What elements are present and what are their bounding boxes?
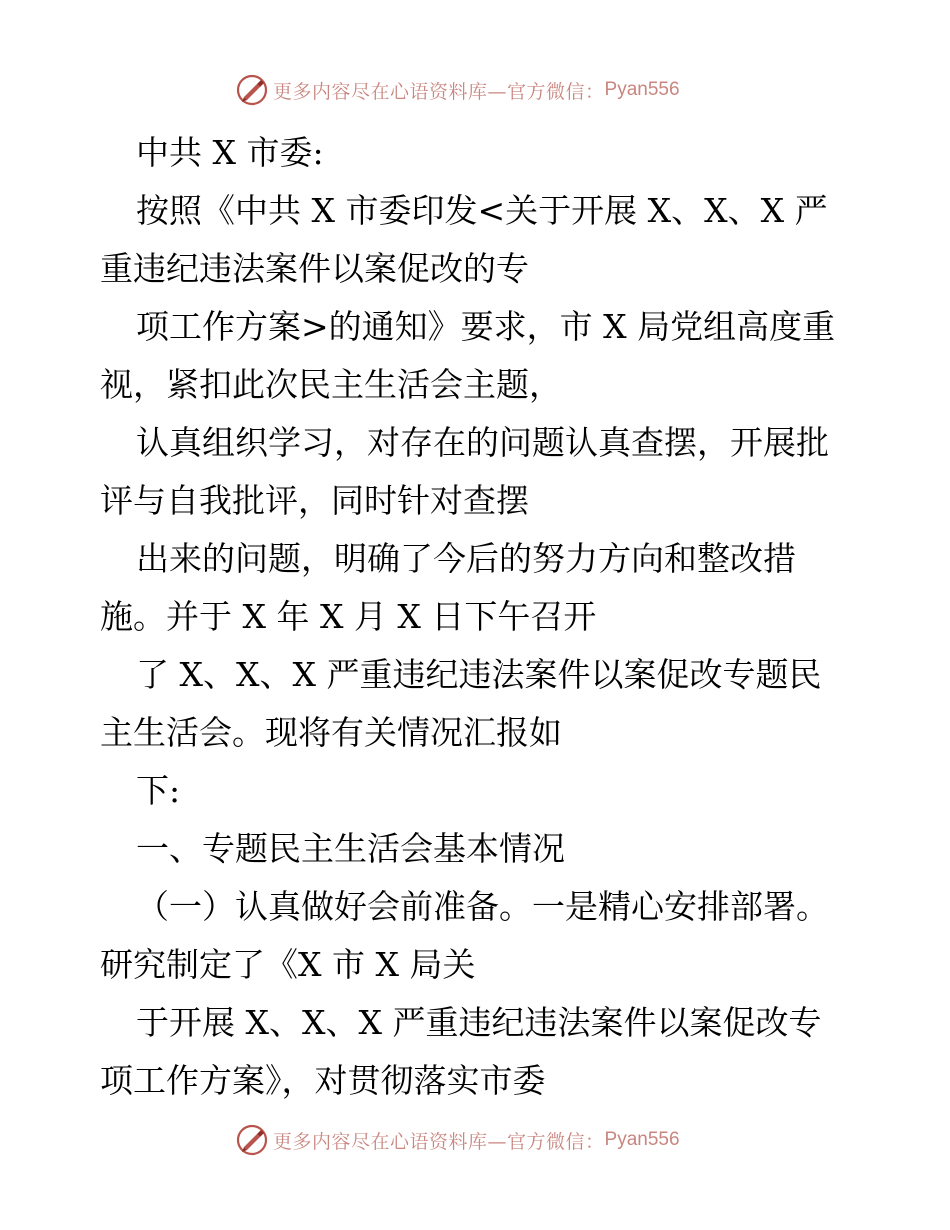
watermark-text: 更多内容尽在心语资料库—官方微信： [273,1130,605,1153]
pen-logo-icon [235,1123,269,1157]
watermark-wechat-id: Pyan556 [604,1129,680,1150]
watermark-wechat-id: Pyan556 [604,79,680,100]
text-line: （一）认真做好会前准备。一是精心安排部署。 [136,887,829,926]
text-line: 按照《中共 X 市委印发<关于开展 X、X、X 严 [136,191,828,230]
text-line: 了 X、X、X 严重违纪违法案件以案促改专题民 [136,655,822,694]
watermark-footer [235,1122,680,1158]
text-line: 一、专题民主生活会基本情况 [136,829,565,868]
text-line: 施。并于 X 年 X 月 X 日下午召开 [100,597,597,636]
text-line: 研究制定了《X 市 X 局关 [100,945,476,984]
text-line: 评与自我批评，同时针对查摆 [100,481,529,520]
text-line: 项工作方案》，对贯彻落实市委 [100,1061,546,1100]
text-line: 视，紧扣此次民主生活会主题， [100,365,562,404]
text-line: 中共 X 市委: [136,133,324,172]
text-line: 项工作方案>的通知》要求，市 X 局党组高度重 [136,307,836,346]
text-line: 主生活会。现将有关情况汇报如 [100,713,562,752]
document-body [100,124,860,1110]
text-line: 认真组织学习，对存在的问题认真查摆，开展批 [136,423,829,462]
text-line: 重违纪违法案件以案促改的专 [100,249,529,288]
text-line: 出来的问题，明确了今后的努力方向和整改措 [136,539,796,578]
text-line: 下: [136,771,181,810]
pen-logo-icon [235,73,269,107]
text-line: 于开展 X、X、X 严重违纪违法案件以案促改专 [136,1003,822,1042]
watermark-header [235,72,680,108]
watermark-text: 更多内容尽在心语资料库—官方微信： [273,80,605,103]
